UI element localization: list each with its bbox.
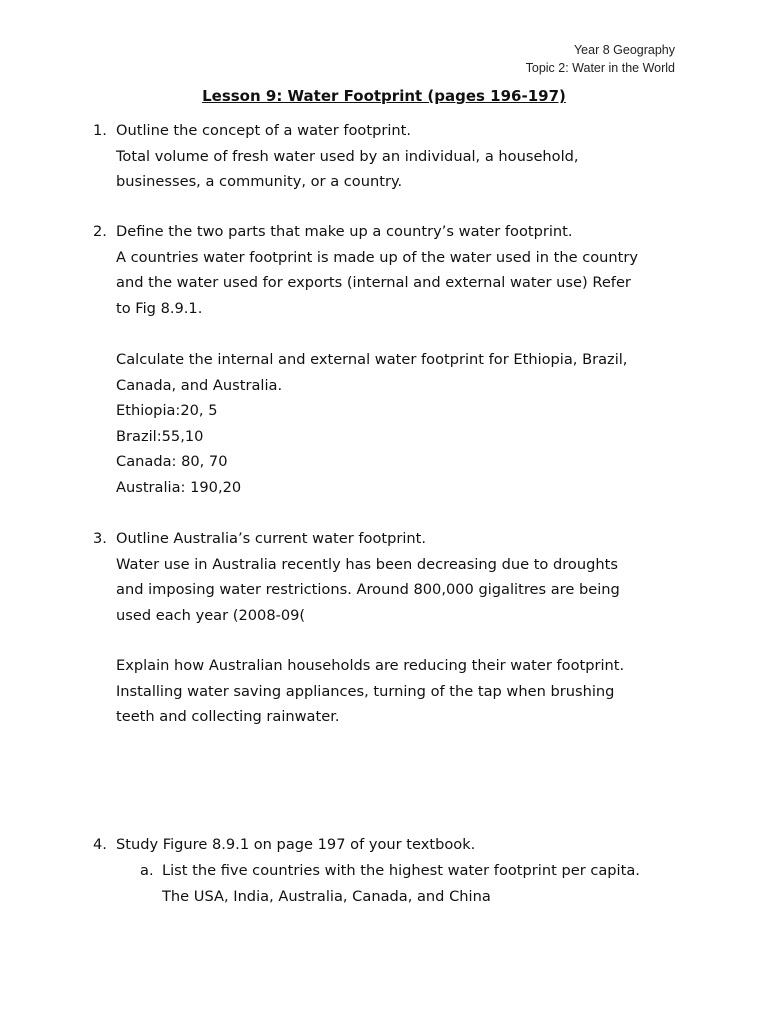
q2-calc-answer-australia: Australia: 190,20 [116, 478, 242, 496]
q4a-question: List the five countries with the highest water footprint per capita. [162, 862, 640, 879]
q3-explain-answer-line: Installing water saving appliances, turning of the tap when brushing [116, 682, 615, 700]
q2-answer-line: A countries water footprint is made up of the water used in the country [116, 248, 639, 266]
q1-number: 1. [93, 122, 107, 139]
q2-calc-answer-brazil: Brazil:55,10 [116, 427, 204, 445]
q1-question: Outline the concept of a water footprint. [116, 122, 412, 139]
header-subject: Year 8 Geography [573, 43, 675, 57]
header-topic: Topic 2: Water in the World [525, 60, 675, 75]
q1-answer-line: businesses, a community, or a country. [116, 173, 403, 191]
q4a-answer: The USA, India, Australia, Canada, and China [162, 887, 491, 905]
q1-block [116, 118, 696, 195]
q4-question: Study Figure 8.9.1 on page 197 of your textbook. [116, 836, 476, 853]
q2-block [116, 219, 696, 321]
q3-explain-block [116, 653, 696, 730]
q2-number: 2. [93, 223, 107, 240]
q3-answer-line: Water use in Australia recently has been decreasing due to droughts [116, 555, 618, 573]
q2-answer-line: and the water used for exports (internal and external water use) Refer [116, 274, 631, 292]
q3-number: 3. [93, 530, 107, 547]
q3-explain-answer-line: teeth and collecting rainwater. [116, 708, 340, 726]
q3-answer-line: used each year (2008-09( [116, 606, 306, 624]
q2-calc-answer-ethiopia: Ethiopia:20, 5 [116, 402, 218, 420]
q2-answer-line: to Fig 8.9.1. [116, 299, 203, 317]
q2-calc-prompt-line: Calculate the internal and external water footprint for Ethiopia, Brazil, [116, 351, 628, 368]
q3-question: Outline Australia’s current water footprint. [116, 530, 427, 547]
q4-block [116, 832, 696, 858]
q1-answer-line: Total volume of fresh water used by an individual, a household, [116, 147, 579, 165]
q2-question: Define the two parts that make up a country’s water footprint. [116, 223, 573, 240]
page-header [526, 42, 675, 77]
q2-calc-block [116, 347, 696, 501]
q2-calc-prompt-line: Canada, and Australia. [116, 376, 283, 394]
q4a-block [162, 858, 722, 909]
q4a-letter: a. [140, 862, 154, 879]
q2-calc-answer-canada: Canada: 80, 70 [116, 453, 228, 471]
q3-explain-prompt: Explain how Australian households are reducing their water footprint. [116, 657, 625, 674]
lesson-title: Lesson 9: Water Footprint (pages 196-197) [202, 87, 566, 105]
q4-number: 4. [93, 836, 107, 853]
q3-block [116, 526, 696, 628]
q3-answer-line: and imposing water restrictions. Around 800,000 gigalitres are being [116, 581, 620, 599]
